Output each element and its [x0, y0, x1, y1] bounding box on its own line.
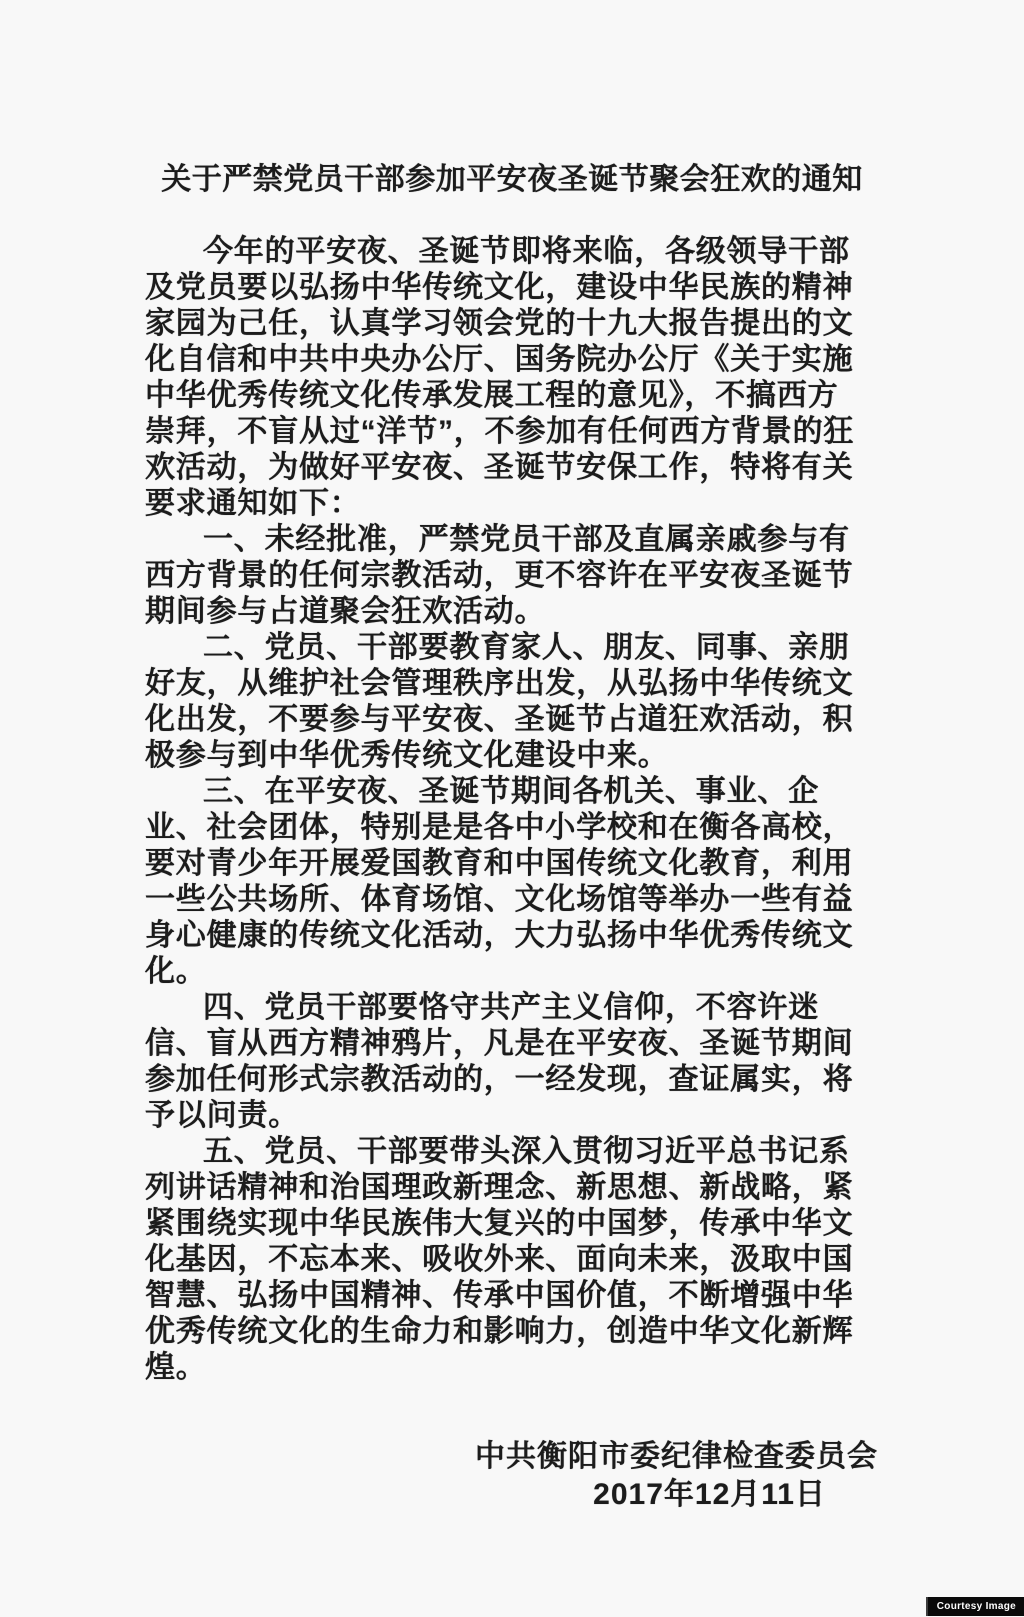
- text-line: 一、未经批准，严禁党员干部及直属亲戚参与有: [203, 523, 850, 556]
- signature-block: [475, 1438, 878, 1514]
- text-line: 好友，从维护社会管理秩序出发，从弘扬中华传统文: [145, 667, 854, 700]
- signature-org: 中共衡阳市委纪律检查委员会: [475, 1440, 878, 1473]
- text-line: 优秀传统文化的生命力和影响力，创造中华文化新辉: [145, 1315, 854, 1348]
- text-line: 化自信和中共中央办公厅、国务院办公厅《关于实施: [145, 343, 854, 376]
- notice-paragraph: [145, 630, 869, 774]
- text-line: 四、党员干部要恪守共产主义信仰，不容许迷: [203, 991, 819, 1024]
- text-line: 信、盲从西方精神鸦片，凡是在平安夜、圣诞节期间: [145, 1027, 854, 1060]
- courtesy-image-badge: Courtesy Image: [926, 1597, 1024, 1616]
- text-line: 三、在平安夜、圣诞节期间各机关、事业、企: [203, 775, 819, 808]
- text-line: 化基因，不忘本来、吸收外来、面向未来，汲取中国: [145, 1243, 854, 1276]
- text-line: 智慧、弘扬中国精神、传承中国价值，不断增强中华: [145, 1279, 854, 1312]
- text-line: 业、社会团体，特别是是各中小学校和在衡各高校，: [145, 811, 854, 844]
- text-line: 五、党员、干部要带头深入贯彻习近平总书记系: [203, 1135, 850, 1168]
- text-line: 予以问责。: [145, 1099, 299, 1132]
- text-line: 要求通知如下：: [145, 487, 361, 520]
- notice-paragraph: [145, 990, 869, 1134]
- text-line: 欢活动，为做好平安夜、圣诞节安保工作，特将有关: [145, 451, 854, 484]
- text-line: 要对青少年开展爱国教育和中国传统文化教育，利用: [145, 847, 854, 880]
- notice-paragraph: [145, 522, 869, 630]
- text-line: 参加任何形式宗教活动的，一经发现，查证属实，将: [145, 1063, 854, 1096]
- text-line: 紧围绕实现中华民族伟大复兴的中国梦，传承中华文: [145, 1207, 854, 1240]
- notice-title: 关于严禁党员干部参加平安夜圣诞节聚会狂欢的通知: [161, 163, 863, 196]
- text-line: 煌。: [145, 1351, 207, 1384]
- notice-body: [145, 234, 869, 1386]
- notice-paragraph: [145, 234, 869, 522]
- text-line: 化出发，不要参与平安夜、圣诞节占道狂欢活动，积: [145, 703, 854, 736]
- text-line: 化。: [145, 955, 207, 988]
- text-line: 列讲话精神和治国理政新理念、新思想、新战略，紧: [145, 1171, 854, 1204]
- notice-paragraph: [145, 774, 869, 990]
- text-line: 二、党员、干部要教育家人、朋友、同事、亲朋: [203, 631, 850, 664]
- notice-paragraph: [145, 1134, 869, 1386]
- text-line: 身心健康的传统文化活动，大力弘扬中华优秀传统文: [145, 919, 854, 952]
- text-line: 崇拜，不盲从过“洋节”，不参加有任何西方背景的狂: [145, 415, 855, 448]
- text-line: 及党员要以弘扬中华传统文化，建设中华民族的精神: [145, 271, 854, 304]
- text-line: 中华优秀传统文化传承发展工程的意见》，不搞西方: [145, 379, 839, 412]
- text-line: 西方背景的任何宗教活动，更不容许在平安夜圣诞节: [145, 559, 854, 592]
- text-line: 极参与到中华优秀传统文化建设中来。: [145, 739, 669, 772]
- text-line: 期间参与占道聚会狂欢活动。: [145, 595, 546, 628]
- text-line: 家园为己任，认真学习领会党的十九大报告提出的文: [145, 307, 854, 340]
- signature-date: 2017年12月11日: [593, 1478, 826, 1511]
- text-line: 一些公共场所、体育场馆、文化场馆等举办一些有益: [145, 883, 854, 916]
- text-line: 今年的平安夜、圣诞节即将来临，各级领导干部: [203, 235, 850, 268]
